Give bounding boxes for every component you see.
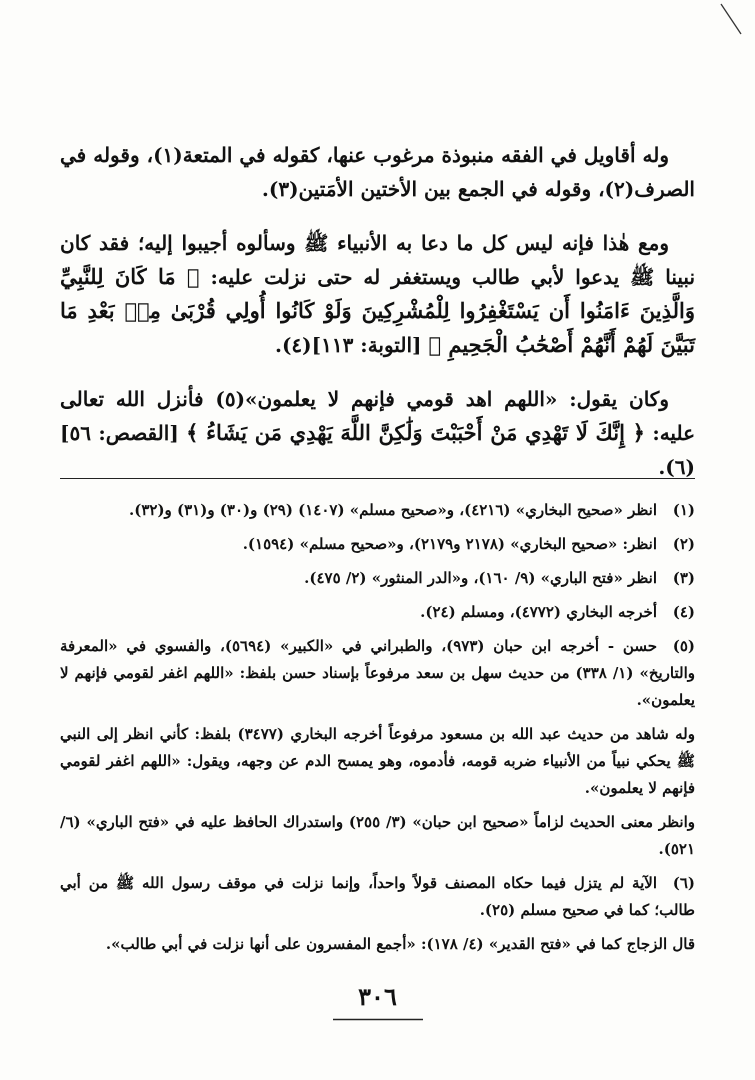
footnote-5-continuation-1-text: وله شاهد من حديث عبد الله بن مسعود مرفوعاً أخرجه البخاري (٣٤٧٧) بلفظ: كأني انظر إلى النبي ﷺ يحكي نبياً من الأنبياء ضربه قومه، فأدموه، وهو يمسح الدم عن وجهه، ويقول: «اللهم اغفر لقومي فإنهم لا يعلمون». <box>60 725 695 797</box>
footnote-3-number: (٣) <box>672 569 695 587</box>
footnote-3 <box>60 565 695 592</box>
paragraph-2 <box>60 226 695 362</box>
footnote-6 <box>60 870 695 924</box>
footnotes <box>60 497 695 965</box>
verse-reference-tawbah: [التوبة: ١١٣](٤). <box>274 333 422 357</box>
paragraph-2-text: ومع هٰذا فإنه ليس كل ما دعا به الأنبياء ﷺ وسألوه أجيبوا إليه؛ فقد كان نبينا ﷺ يدعوا لأبي طالب ويستغفر له حتى نزلت عليه: <box>60 231 696 289</box>
footnote-2-text: انظر: «صحيح البخاري» (٢١٧٨ و٢١٧٩)، و«صحيح مسلم» (١٥٩٤). <box>242 535 657 553</box>
footnote-6-continuation <box>60 931 695 958</box>
page-number: ٣٠٦ <box>358 982 397 1011</box>
footnote-1 <box>60 497 695 524</box>
footnote-separator <box>60 478 695 482</box>
footnote-4-text: أخرجه البخاري (٤٧٧٢)، ومسلم (٢٤). <box>420 603 657 621</box>
page-number-underline <box>333 1018 423 1021</box>
footnote-6-number: (٦) <box>672 874 695 892</box>
footnote-2 <box>60 531 695 558</box>
footnote-6-continuation-text: قال الزجاج كما في «فتح القدير» (٤/ ١٧٨): «أجمع المفسرون على أنها نزلت في أبي طالب». <box>105 935 695 953</box>
footnote-6-text: الآية لم يتزل فيما حكاه المصنف قولاً واحداً، وإنما نزلت في موقف رسول الله ﷺ من أبي طالب؛ كما في صحيح مسلم (٢٥). <box>60 874 695 919</box>
verse-reference-qasas: [القصص: ٥٦](٦). <box>60 421 695 479</box>
footnote-5-continuation-2 <box>60 809 695 863</box>
main-text <box>60 138 695 504</box>
footnote-5-continuation-2-text: وانظر معنى الحديث لزاماً «صحيح ابن حبان» (٣/ ٢٥٥) واستدراك الحافظ عليه في «فتح الباري» (٦/ ٥٢١). <box>60 813 695 858</box>
quran-verse-tawbah: ﴿ مَا كَانَ لِلنَّبِيِّ وَالَّذِينَ ءَامَنُوا أَن يَسْتَغْفِرُوا لِلْمُشْرِكِينَ وَلَوْ كَانُوا أُولِي قُرْبَىٰ مِنۢ بَعْدِ مَا تَبَيَّنَ لَهُمْ أَنَّهُمْ أَصْحَٰبُ الْجَحِيمِ ﴾ <box>60 264 695 357</box>
paragraph-3 <box>60 382 695 484</box>
footnote-4 <box>60 599 695 626</box>
footnote-5-number: (٥) <box>672 637 696 655</box>
paragraph-1-text: وله أقاويل في الفقه منبوذة مرغوب عنها، كقوله في المتعة(١)، وقوله في الصرف(٢)، وقوله في الجمع بين الأختين الأمَتين(٣). <box>60 143 695 201</box>
footnote-2-number: (٢) <box>672 535 695 553</box>
footnote-3-text: انظر «فتح الباري» (٩/ ١٦٠)، و«الدر المنثور» (٢/ ٤٧٥). <box>304 569 657 587</box>
footnote-1-number: (١) <box>672 501 695 519</box>
footnote-5 <box>60 633 695 714</box>
footnote-5-continuation-1 <box>60 721 695 802</box>
footnote-5-text: حسن - أخرجه ابن حبان (٩٧٣)، والطبراني في «الكبير» (٥٦٩٤)، والفسوي في «المعرفة والتاريخ» (١/ ٣٣٨) من حديث سهل بن سعد مرفوعاً بإسناد حسن بلفظ: «اللهم اغفر لقومي فإنهم لا يعلمون». <box>60 637 696 709</box>
scan-corner-line <box>717 2 747 36</box>
quran-verse-qasas: ﴿ إِنَّكَ لَا تَهْدِي مَنْ أَحْبَبْتَ وَلَٰكِنَّ اللَّهَ يَهْدِي مَن يَشَاءُ ﴾ <box>186 420 645 445</box>
paragraph-1 <box>60 138 695 206</box>
footnote-1-text: انظر «صحيح البخاري» (٤٢١٦)، و«صحيح مسلم» (١٤٠٧) (٢٩) و(٣٠) و(٣١) و(٣٢). <box>128 501 657 519</box>
paragraph-3-text: وكان يقول: «اللهم اهد قومي فإنهم لا يعلمون»(٥) فأنزل الله تعالى عليه: <box>60 387 696 445</box>
footnote-4-number: (٤) <box>672 603 695 621</box>
